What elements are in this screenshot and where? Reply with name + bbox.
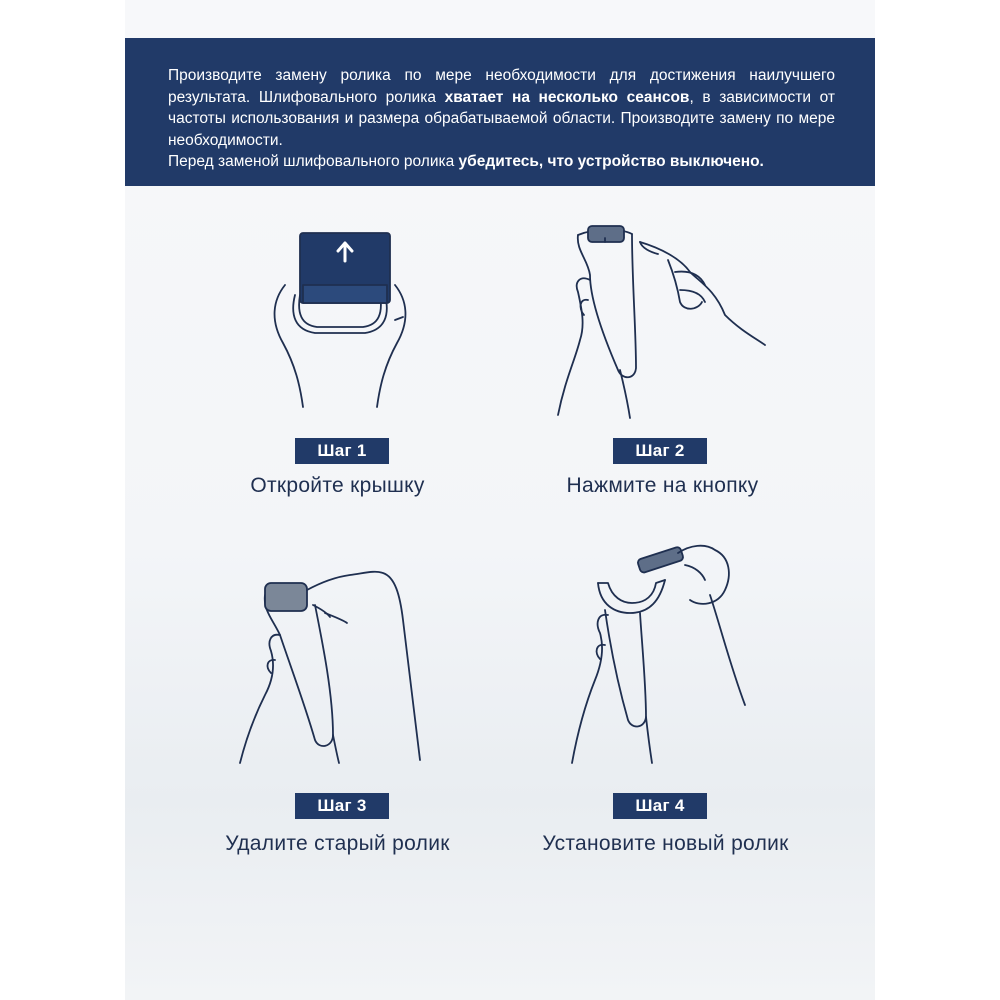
banner-bold-text: убедитесь, что устройство выключено. [458,153,764,170]
instruction-banner [125,38,875,186]
step-1-caption: Откройте крышку [250,474,425,497]
step-3-illustration [235,565,440,765]
step-3-badge: Шаг 3 [295,793,389,819]
banner-paragraph-2 [168,151,835,173]
step-4-caption: Установите новый ролик [542,832,789,855]
banner-bold-text: хватает на несколько сеансов [444,88,690,106]
step-4-badge: Шаг 4 [613,793,707,819]
step-4-illustration [560,535,760,765]
step-3-caption: Удалите старый ролик [225,832,450,855]
banner-text: Перед заменой шлифовального ролика [168,153,459,170]
step-1-badge: Шаг 1 [295,438,389,464]
step-2-caption: Нажмите на кнопку [566,474,759,497]
step-1-illustration [255,225,425,410]
step-2-badge: Шаг 2 [613,438,707,464]
step-2-illustration [550,220,775,420]
banner-paragraph-1 [168,65,835,151]
banner-text: Производите замену ролика по мере необходимости для достижения наилучшего результата. Шлифовального ролика [168,67,835,106]
banner-text: , в зависимости от частоты использования и размера обрабатываемой области. Производите замену по мере необходимости. [168,88,835,149]
